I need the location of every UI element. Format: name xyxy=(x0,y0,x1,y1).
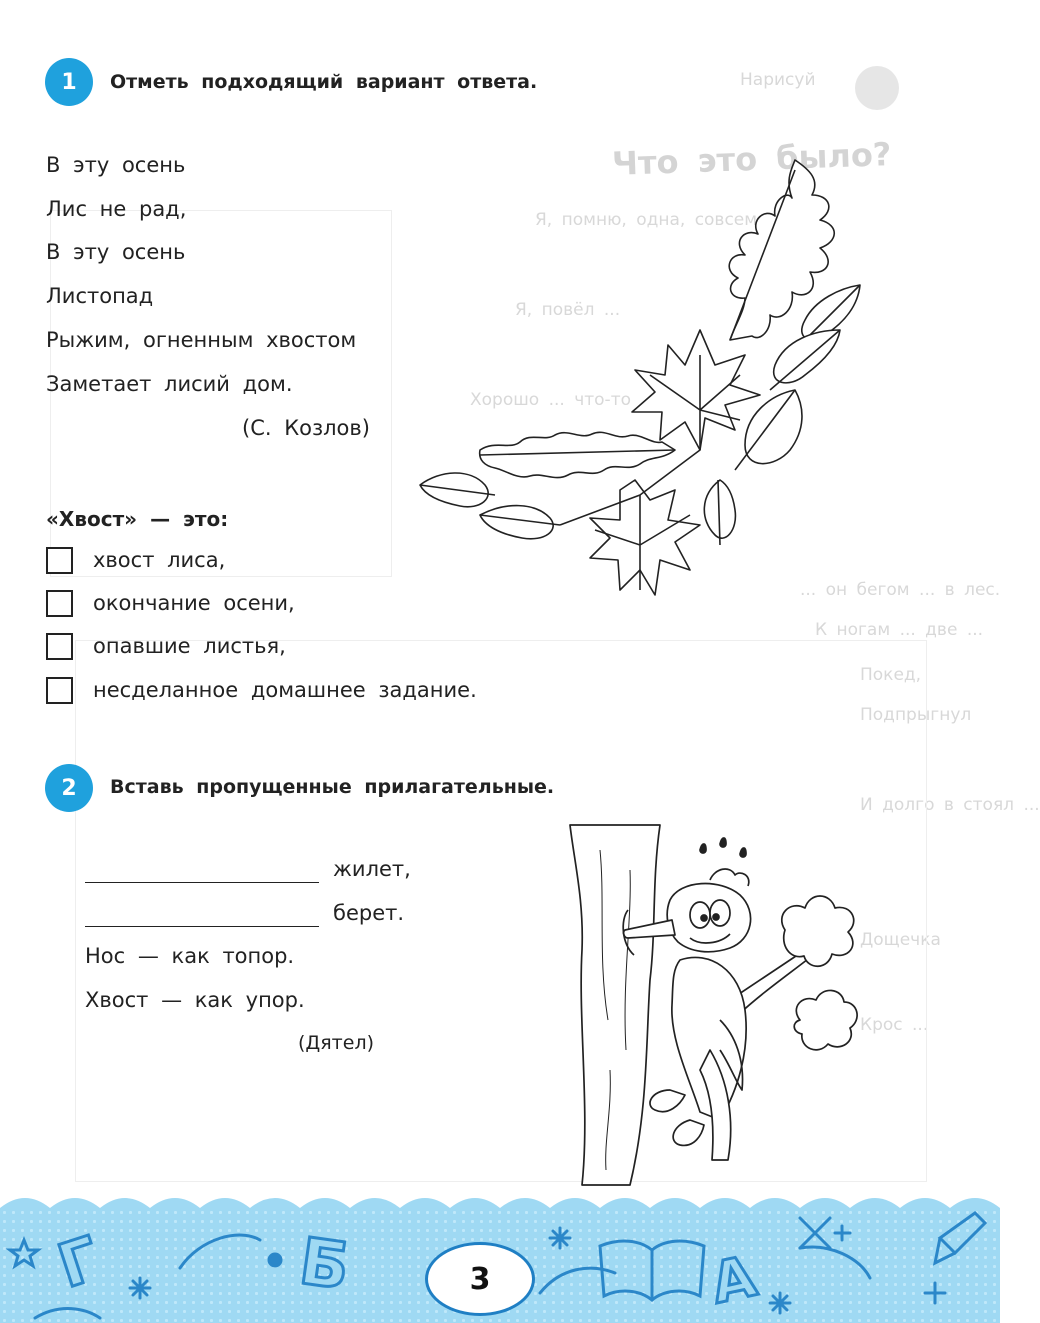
sparkle-icon xyxy=(925,1283,945,1303)
poem-line: Лис не рад, xyxy=(46,197,187,221)
ghost-task-text: Нарисуй xyxy=(740,70,816,90)
ghost-line: Подпрыгнул xyxy=(860,705,972,725)
poem-line: В эту осень xyxy=(46,153,186,177)
dot-icon xyxy=(269,1254,281,1266)
ghost-line: И долго в стоял ... xyxy=(860,795,1040,815)
ghost-line: Я, помню, одна, совсем xyxy=(535,210,758,230)
task-2-number-badge: 2 xyxy=(45,764,93,812)
tree-trunk-icon xyxy=(570,825,660,1185)
star-icon xyxy=(10,1240,38,1266)
sparkle-icon xyxy=(770,1293,790,1313)
swirl-icon xyxy=(800,1247,870,1278)
ghost-line: Дощечка xyxy=(860,930,941,950)
option-checkbox[interactable] xyxy=(46,633,73,660)
ghost-line: Крос ... xyxy=(860,1015,929,1035)
maple-leaf-icon xyxy=(590,480,700,595)
ghost-line: Хорошо ... что-то xyxy=(470,390,631,410)
adjective-blank-2[interactable] xyxy=(85,898,319,927)
swirl-icon xyxy=(180,1235,260,1268)
blank-line-word: жилет, xyxy=(333,857,411,881)
option-checkbox[interactable] xyxy=(46,677,73,704)
option-row[interactable] xyxy=(46,586,295,620)
option-row[interactable] xyxy=(46,629,286,663)
ghost-task-badge xyxy=(855,66,899,110)
woodpecker-illustration xyxy=(560,820,880,1190)
question-label: «Хвост» — это: xyxy=(46,507,229,531)
option-label: опавшие листья, xyxy=(93,634,286,658)
option-label: окончание осени, xyxy=(93,591,295,615)
option-row[interactable] xyxy=(46,543,225,577)
poem-line: В эту осень xyxy=(46,240,186,264)
option-checkbox[interactable] xyxy=(46,590,73,617)
riddle-line: Хвост — как упор. xyxy=(85,988,305,1012)
option-label: хвост лиса, xyxy=(93,548,226,572)
decor-letter: Б xyxy=(295,1224,354,1306)
page-number: 3 xyxy=(425,1242,535,1316)
poem-line: Рыжим, огненным хвостом xyxy=(46,328,357,352)
birch-leaf-icon xyxy=(745,390,802,464)
foliage-icon xyxy=(782,896,854,966)
poem-line: Заметает лисий дом. xyxy=(46,372,293,396)
riddle-answer: (Дятел) xyxy=(298,1032,374,1054)
equation-icon xyxy=(800,1218,850,1248)
sparkle-icon xyxy=(130,1278,150,1298)
task-1-title: Отметь подходящий вариант ответа. xyxy=(110,71,538,93)
sparkle-icon xyxy=(550,1228,570,1248)
task-2-title: Вставь пропущенные прилагательные. xyxy=(110,776,555,798)
blank-line-word: берет. xyxy=(333,901,405,925)
maple-leaf-icon xyxy=(632,330,760,450)
ghost-line: К ногам ... две ... xyxy=(815,620,984,640)
option-row[interactable] xyxy=(46,673,477,707)
arc-icon xyxy=(35,1309,100,1318)
autumn-leaves-illustration xyxy=(400,150,870,630)
adjective-blank-1[interactable] xyxy=(85,854,319,883)
poem-line: Листопад xyxy=(46,284,154,308)
ghost-line: Я, повёл ... xyxy=(515,300,621,320)
option-checkbox[interactable] xyxy=(46,547,73,574)
ghost-heading: Что это было? xyxy=(611,135,893,183)
task-1-number-badge: 1 xyxy=(45,58,93,106)
riddle-line: Нос — как топор. xyxy=(85,944,295,968)
poem-author: (С. Козлов) xyxy=(242,416,370,440)
ghost-line: Покед, xyxy=(860,665,922,685)
decor-letter: А xyxy=(705,1244,762,1317)
decor-letter: Г xyxy=(50,1223,109,1303)
foliage-icon xyxy=(794,990,857,1049)
option-label: несделанное домашнее задание. xyxy=(93,678,477,702)
pencil-icon xyxy=(935,1213,985,1263)
ghost-line: ... он бегом ... в лес. xyxy=(800,580,1001,600)
